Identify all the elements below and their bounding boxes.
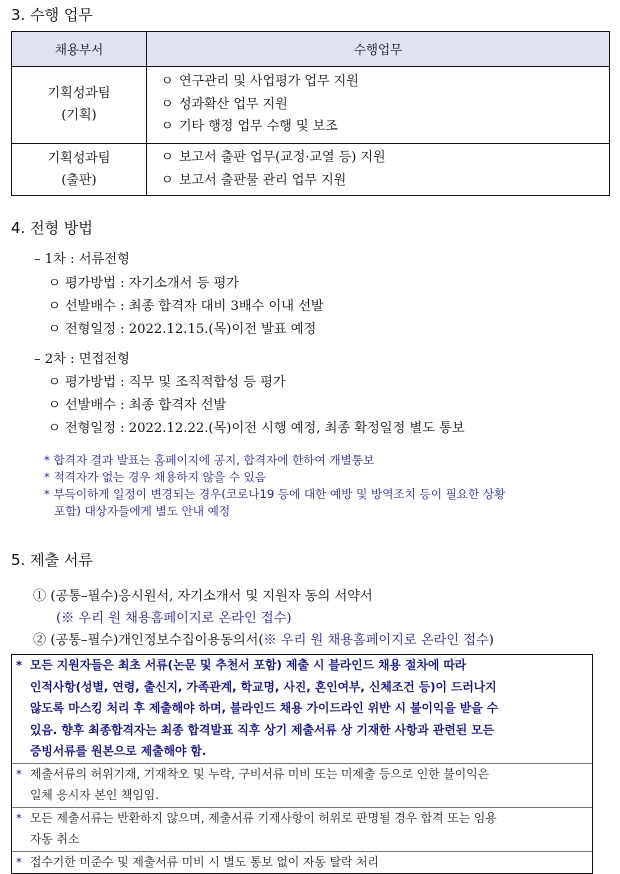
notice-box <box>11 654 593 874</box>
notice-deadline: * 접수기한 미준수 및 제출서류 미비 시 별도 통보 없이 자동 탈락 처리 <box>16 854 379 869</box>
doc-item-2: ② (공통–필수)개인정보수집이용동의서(※ 우리 원 채용홈페이지로 온라인 접수) <box>33 633 494 648</box>
stage1-line: ㅇ 평가방법 : 자기소개서 등 평가 <box>48 276 240 291</box>
duty-item: ㅇ 보고서 출판 업무(교정·교열 등) 지원 <box>161 150 386 165</box>
notice-false-entry: * 제출서류의 허위기재, 기재착오 및 누락, 구비서류 미비 또는 미제출 등으로 인한 불이익은 일체 응시자 본인 책임임. <box>16 766 489 802</box>
table-row <box>12 144 610 196</box>
stage1-line: ㅇ 선발배수 : 최종 합격자 대비 3배수 이내 선발 <box>48 299 324 314</box>
stage1-line: ㅇ 전형일정 : 2022.12.15.(목)이전 발표 예정 <box>48 322 317 337</box>
stage2-heading: – 2차 : 면접전형 <box>34 352 130 367</box>
note-item: * 적격자가 없는 경우 채용하지 않을 수 있음 <box>44 470 266 484</box>
doc-item-1-sub: (※ 우리 원 채용홈페이지로 온라인 접수) <box>56 611 292 626</box>
stage1-heading: – 1차 : 서류전형 <box>34 252 130 267</box>
dept-name: 기획성과팀 <box>47 150 111 166</box>
stage2-line: ㅇ 전형일정 : 2022.12.22.(목)이전 시행 예정, 최종 확정일정 별도 통보 <box>48 421 465 436</box>
dept-cell <box>12 144 147 196</box>
table-header-row <box>12 32 610 67</box>
section-5-title: 5. 제출 서류 <box>11 551 93 569</box>
notice-no-return: * 모든 제출서류는 반환하지 않으며, 제출서류 기재사항이 허위로 판명될 경우 합격 또는 임용 자동 취소 <box>16 810 497 846</box>
duty-item: ㅇ 연구관리 및 사업평가 업무 지원 <box>161 74 359 90</box>
dept-sub: (출판) <box>61 172 97 188</box>
notice-blind: * 모든 지원자들은 최초 서류(논문 및 추천서 포함) 제출 시 블라인드 채용 절차에 따라 인적사항(성별, 연령, 출신지, 가족관계, 학교명, 사진, 혼인여부, 신체조건 등)이 드러나지 않도록 마스킹 처리 후 제출해야 하며, 블라인드 채용 가이드라인 위반 시 불이익을 받을 수 있음. 향후 최종합격자는 최종 합격발표 직후 상기 제출서류 상 기재한 사항과 관련된 모든 증빙서류를 원본으로 제출해야 함. <box>16 658 499 758</box>
table-row <box>12 67 610 144</box>
header-duty: 수행업무 <box>147 32 610 67</box>
duty-item: ㅇ 기타 행정 업무 수행 및 보조 <box>161 119 338 135</box>
stage2-line: ㅇ 평가방법 : 직무 및 조직적합성 등 평가 <box>48 375 286 390</box>
duty-cell <box>147 67 610 144</box>
notes <box>44 452 610 520</box>
duty-table <box>11 31 610 196</box>
duty-cell <box>147 144 610 196</box>
dept-cell <box>12 67 147 144</box>
dept-name: 기획성과팀 <box>47 86 111 101</box>
note-item: * 합격자 결과 발표는 홈페이지에 공지, 합격자에 한하여 개별통보 <box>44 453 375 467</box>
header-dept: 채용부서 <box>12 32 147 67</box>
dept-sub: (기획) <box>61 108 97 123</box>
stage2-line: ㅇ 선발배수 : 최종 합격자 선발 <box>48 398 227 413</box>
note-item: * 부득이하게 일정이 변경되는 경우(코로나19 등에 대한 예방 및 방역조치 등이 필요한 상황 <box>44 487 506 501</box>
duty-item: ㅇ 보고서 출판물 관리 업무 지원 <box>161 172 347 188</box>
section-4-title: 4. 전형 방법 <box>11 219 93 237</box>
doc-item-1: ① (공통–필수)응시원서, 자기소개서 및 지원자 동의 서약서 <box>33 589 373 604</box>
duty-item: ㅇ 성과확산 업무 지원 <box>161 96 288 112</box>
note-item: 포함) 대상자들에게 별도 안내 예정 <box>54 504 231 518</box>
section-3-title: 3. 수행 업무 <box>11 6 93 24</box>
